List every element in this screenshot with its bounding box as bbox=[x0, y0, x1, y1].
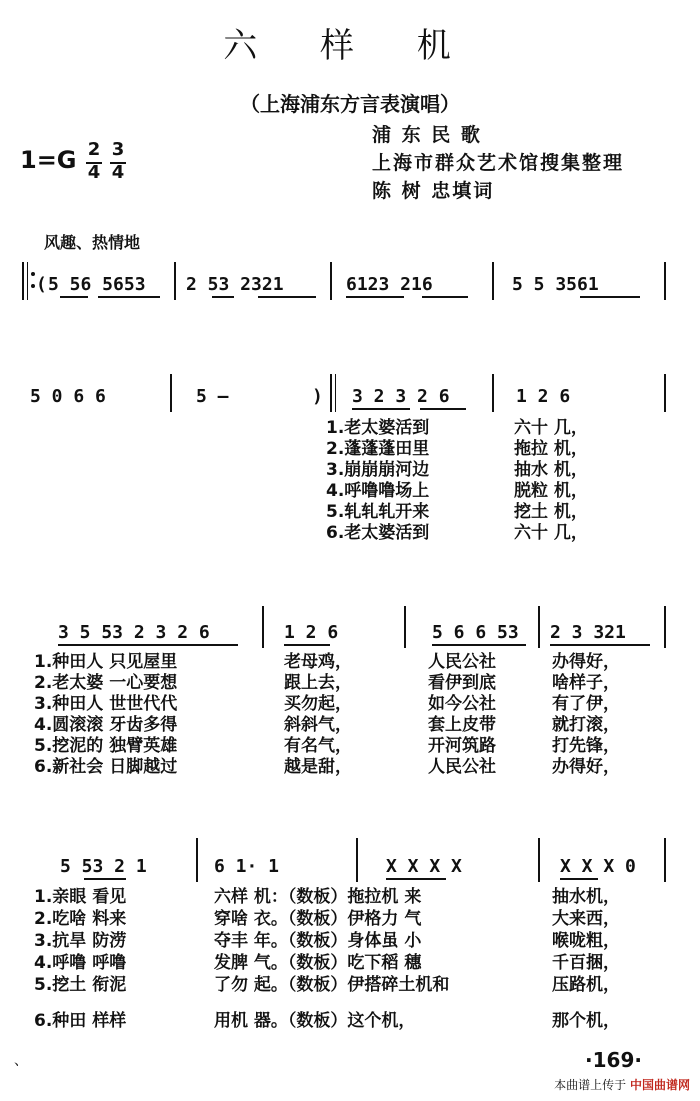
verse-6-a: 6.种田 样样 bbox=[34, 1011, 127, 1031]
corner-mark: 、 bbox=[14, 1053, 28, 1069]
measure-3-1: 3 5 53 2 3 2 6 bbox=[58, 622, 210, 643]
verse-line: 六十 几， bbox=[514, 523, 588, 543]
verses-block-2c: 人民公社 看伊到底 如今公社 套上皮带 开河筑路 人民公社 bbox=[428, 652, 496, 777]
time-sig-1-top: 2 bbox=[87, 139, 101, 160]
repeat-dot bbox=[31, 272, 35, 276]
measure-3-2: 1 2 6 bbox=[284, 622, 339, 643]
verses-block-3a: 1.亲眼 看见 2.吃啥 料来 3.抗旱 防涝 4.呼噜 呼噜 5.挖土 衔泥 bbox=[34, 887, 127, 995]
verse-line: 抽水 机， bbox=[514, 460, 588, 480]
time-sig-1-bottom: 4 bbox=[87, 162, 101, 183]
verse-line: 2.蓬蓬蓬田里 bbox=[326, 439, 430, 459]
watermark-brand: 中国曲谱网 bbox=[629, 1078, 690, 1092]
verse-line: 1.老太婆活到 bbox=[326, 418, 430, 438]
measure-1-4: 5 5 3561 bbox=[512, 274, 599, 295]
measure-1-2: 2 53 2321 bbox=[186, 274, 284, 295]
measure-3-3: 5 6 6 53 bbox=[432, 622, 519, 643]
measure-2-3: 3 2 3 2 6 bbox=[352, 386, 450, 407]
verse-line: 挖土 机， bbox=[514, 502, 588, 522]
repeat-bar-thick bbox=[22, 262, 24, 300]
verse-6-c: 那个机， bbox=[552, 1011, 620, 1031]
verses-block-2b: 老母鸡， 跟上去， 买勿起， 斜斜气， 有名气， 越是甜， bbox=[284, 652, 352, 777]
credit-lyricist: 陈 树 忠填词 bbox=[372, 180, 495, 202]
verses-block-2a: 1.种田人 只见屋里 2.老太婆 一心要想 3.种田人 世世代代 4.圆滚滚 牙齿多得 5.挖泥的 独臂英雄 6.新社会 日脚越过 bbox=[34, 652, 178, 777]
verses-block-3b: 六样 机：（数板）拖拉机 来 穿啥 衣。（数板）伊格力 气 夺丰 年。（数板）身体虽 小 发脾 气。（数板）吃下稻 穗 了勿 起。（数板）伊搭碎土机和 bbox=[214, 887, 450, 995]
measure-1-3: 6123 216 bbox=[346, 274, 433, 295]
credit-collector: 上海市群众艺术馆搜集整理 bbox=[372, 152, 625, 174]
measure-2-2: 5 – bbox=[196, 386, 229, 407]
page-number: ·169· bbox=[585, 1048, 642, 1072]
verse-line: 6.老太婆活到 bbox=[326, 523, 430, 543]
song-title: 六 样 机 bbox=[223, 26, 477, 66]
measure-4-3: X X X X bbox=[386, 856, 462, 877]
watermark-prefix: 本曲谱上传于 bbox=[554, 1078, 627, 1092]
verses-block-1b bbox=[514, 418, 588, 544]
time-sig-2-top: 3 bbox=[111, 139, 125, 160]
credit-source: 浦 东 民 歌 bbox=[372, 124, 482, 146]
watermark bbox=[554, 1076, 690, 1093]
repeat-dot bbox=[31, 284, 35, 288]
verses-block-1 bbox=[326, 418, 429, 544]
verse-line: 脱粒 机， bbox=[514, 481, 588, 501]
verses-block-3c: 抽水机， 大来西， 喉咙粗， 千百捆， 压路机， bbox=[552, 887, 620, 995]
tempo-marking: 风趣、热情地 bbox=[44, 233, 141, 252]
verse-line: 4.呼噜噜场上 bbox=[326, 481, 430, 501]
verse-line: 六十 几， bbox=[514, 418, 588, 438]
measure-4-1: 5 53 2 1 bbox=[60, 856, 147, 877]
measure-2-4: 1 2 6 bbox=[516, 386, 571, 407]
measure-1-1: 5 56 5653 bbox=[48, 274, 146, 295]
measure-3-4: 2 3 321 bbox=[550, 622, 626, 643]
verse-6-b: 用机 器。（数板）这个机， bbox=[214, 1011, 416, 1031]
verses-block-2d: 办得好， 啥样子， 有了伊， 就打滚， 打先锋， 办得好， bbox=[552, 652, 620, 777]
verse-line: 拖拉 机， bbox=[514, 439, 588, 459]
repeat-bar-thin bbox=[27, 262, 28, 300]
measure-4-2: 6 1· 1 bbox=[214, 856, 280, 877]
measure-4-4: X X X 0 bbox=[560, 856, 636, 877]
song-subtitle: （上海浦东方言表演唱） bbox=[240, 92, 460, 116]
verse-line: 5.轧轧轧开来 bbox=[326, 502, 430, 522]
verse-line: 3.崩崩崩河边 bbox=[326, 460, 430, 480]
time-sig-2-bottom: 4 bbox=[111, 162, 125, 183]
key-signature: 1=G bbox=[20, 146, 77, 174]
measure-2-1: 5 0 6 6 bbox=[30, 386, 106, 407]
